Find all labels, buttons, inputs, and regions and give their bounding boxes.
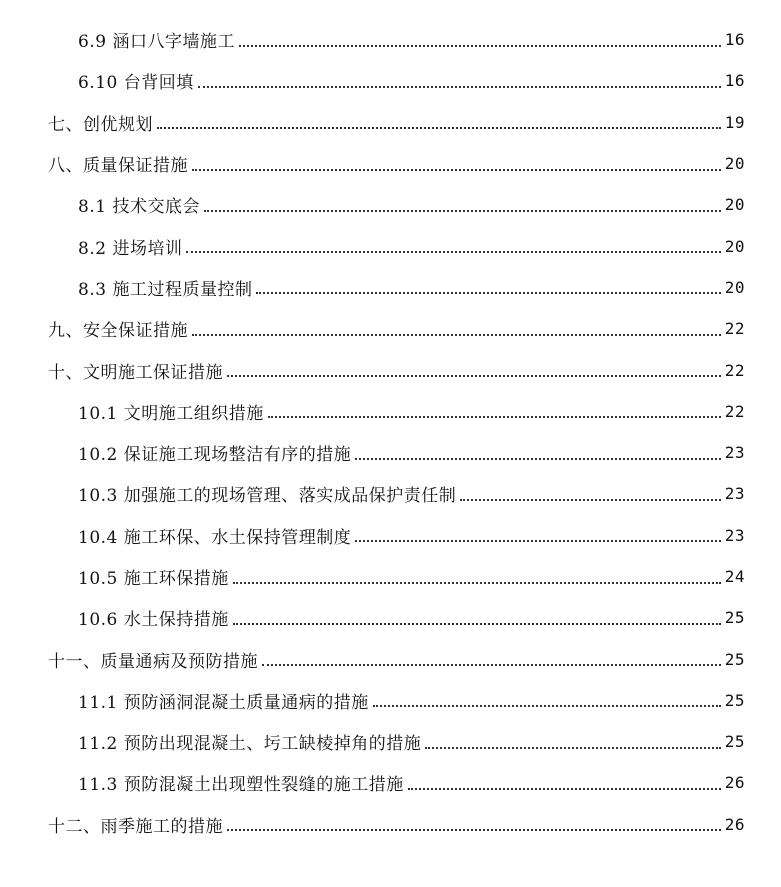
dot-leader — [408, 788, 721, 790]
toc-entry-title: 11.1 预防涵洞混凝土质量通病的措施 — [78, 692, 369, 713]
toc-entry-title: 6.9 涵口八字墙施工 — [78, 32, 235, 53]
toc-entry-page-number: 22 — [724, 319, 745, 339]
toc-entry-page-number: 19 — [724, 112, 745, 132]
toc-entry-page-number: 23 — [724, 484, 745, 504]
dot-leader — [157, 127, 721, 129]
dot-leader — [239, 45, 721, 47]
toc-entry-page-number: 24 — [724, 567, 745, 586]
toc-entry-title: 10.1 文明施工组织措施 — [78, 403, 264, 424]
toc-entry-title: 6.10 台背回填 — [78, 73, 194, 94]
toc-entry[interactable] — [0, 721, 781, 762]
toc-entry-page-number: 20 — [724, 277, 745, 297]
toc-entry-page-number: 26 — [724, 773, 745, 793]
dot-leader — [268, 416, 721, 418]
toc-entry-page-number: 20 — [724, 195, 745, 215]
dot-leader — [198, 86, 721, 88]
toc-entry[interactable] — [0, 473, 781, 514]
toc-entry-page-number: 16 — [724, 71, 745, 91]
dot-leader — [227, 375, 721, 377]
toc-entry[interactable] — [0, 349, 781, 390]
toc-entry-page-number: 20 — [724, 154, 745, 174]
dot-leader — [233, 582, 721, 584]
table-of-contents — [0, 19, 781, 845]
dot-leader — [204, 210, 721, 212]
toc-entry-title: 八、质量保证措施 — [48, 156, 188, 177]
toc-entry-page-number: 23 — [724, 443, 745, 463]
toc-entry-page-number: 22 — [724, 401, 745, 421]
dot-leader — [192, 334, 721, 336]
toc-entry[interactable] — [0, 432, 781, 473]
toc-entry-title: 十二、雨季施工的措施 — [48, 816, 223, 837]
dot-leader — [355, 458, 720, 460]
toc-entry-title: 九、安全保证措施 — [48, 321, 188, 342]
toc-entry-page-number: 20 — [724, 236, 745, 256]
toc-entry-title: 10.5 施工环保措施 — [78, 569, 229, 589]
toc-entry[interactable] — [0, 143, 781, 184]
toc-entry-page-number: 25 — [724, 608, 745, 628]
dot-leader — [227, 829, 721, 831]
toc-entry-title: 十、文明施工保证措施 — [48, 362, 223, 383]
dot-leader — [373, 705, 721, 707]
toc-entry-page-number: 25 — [724, 690, 745, 710]
toc-entry-title: 十一、质量通病及预防措施 — [48, 651, 258, 672]
toc-entry-title: 10.3 加强施工的现场管理、落实成品保护责任制 — [78, 486, 457, 507]
toc-entry[interactable] — [0, 762, 781, 803]
dot-leader — [186, 251, 720, 253]
toc-entry[interactable] — [0, 680, 781, 721]
toc-entry[interactable] — [0, 515, 781, 556]
toc-entry-title: 七、创优规划 — [48, 114, 153, 135]
toc-entry[interactable] — [0, 556, 781, 597]
toc-entry-title: 11.3 预防混凝土出现塑性裂缝的施工措施 — [78, 775, 404, 796]
toc-entry-title: 10.4 施工环保、水土保持管理制度 — [78, 527, 352, 548]
toc-entry[interactable] — [0, 267, 781, 308]
toc-entry-title: 8.1 技术交底会 — [78, 197, 200, 218]
toc-entry[interactable] — [0, 308, 781, 349]
toc-entry[interactable] — [0, 19, 781, 60]
dot-leader — [256, 292, 720, 294]
toc-entry-page-number: 16 — [724, 30, 745, 50]
toc-entry[interactable] — [0, 597, 781, 638]
toc-entry[interactable] — [0, 102, 781, 143]
toc-entry-page-number: 25 — [724, 649, 745, 669]
dot-leader — [192, 169, 721, 171]
toc-entry-title: 10.6 水土保持措施 — [78, 610, 229, 631]
dot-leader — [355, 540, 720, 542]
toc-entry-page-number: 26 — [724, 814, 745, 834]
toc-entry[interactable] — [0, 804, 781, 845]
toc-entry[interactable] — [0, 638, 781, 679]
dot-leader — [233, 623, 721, 625]
dot-leader — [460, 499, 720, 501]
toc-entry-page-number: 23 — [724, 525, 745, 545]
dot-leader — [425, 747, 720, 749]
toc-entry-title: 10.2 保证施工现场整洁有序的措施 — [78, 445, 352, 466]
toc-entry-title: 11.2 预防出现混凝土、圬工缺棱掉角的措施 — [78, 734, 422, 755]
toc-entry-title: 8.3 施工过程质量控制 — [78, 279, 253, 300]
toc-entry-page-number: 25 — [724, 732, 745, 752]
toc-entry[interactable] — [0, 391, 781, 432]
toc-entry[interactable] — [0, 225, 781, 266]
toc-entry-title: 8.2 进场培训 — [78, 238, 183, 259]
toc-entry[interactable] — [0, 60, 781, 101]
dot-leader — [262, 664, 721, 666]
toc-entry[interactable] — [0, 184, 781, 225]
toc-entry-page-number: 22 — [724, 360, 745, 380]
